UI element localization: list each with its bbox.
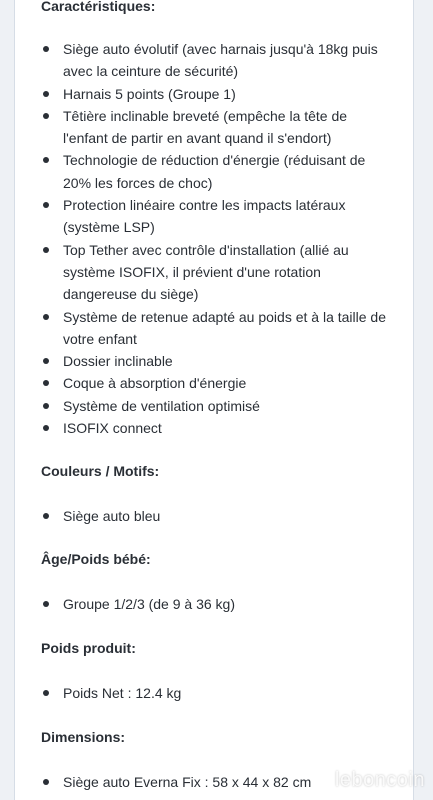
list-item: Top Tether avec contrôle d'installation (allié au système ISOFIX, il prévient d'une rotation dangereuse du siège) <box>15 239 393 306</box>
section-title-age: Âge/Poids bébé: <box>41 551 151 567</box>
bullet-icon <box>43 601 49 607</box>
bullet-icon <box>43 779 49 785</box>
section-title-dimensions: Dimensions: <box>41 729 126 745</box>
list-item: Siège auto Everna Fix : 58 x 44 x 82 cm <box>15 771 393 793</box>
list-item: Siège auto évolutif (avec harnais jusqu'à 18kg puis avec la ceinture de sécurité) <box>15 38 393 83</box>
list-item: Siège auto bleu <box>15 505 393 527</box>
bullet-icon <box>43 202 49 208</box>
caracteristiques-list <box>15 38 393 439</box>
poids-list <box>15 682 393 704</box>
list-item: Dossier inclinable <box>15 350 393 372</box>
list-item: Groupe 1/2/3 (de 9 à 36 kg) <box>15 593 393 615</box>
bullet-icon <box>43 113 49 119</box>
list-item: Système de ventilation optimisé <box>15 395 393 417</box>
bullet-icon <box>43 513 49 519</box>
list-item: ISOFIX connect <box>15 417 393 439</box>
list-item: Têtière inclinable breveté (empêche la tête de l'enfant de partir en avant quand il s'endort) <box>15 105 393 150</box>
bullet-icon <box>43 247 49 253</box>
section-title-caracteristiques: Caractéristiques: <box>41 0 156 14</box>
list-item: Poids Net : 12.4 kg <box>15 682 393 704</box>
bullet-icon <box>43 690 49 696</box>
bullet-icon <box>43 314 49 320</box>
bullet-icon <box>43 46 49 52</box>
bullet-icon <box>43 358 49 364</box>
description-card <box>14 0 414 800</box>
leboncoin-watermark: leboncoin <box>334 769 425 791</box>
list-item: Technologie de réduction d'énergie (réduisant de 20% les forces de choc) <box>15 149 393 194</box>
couleurs-list <box>15 505 393 527</box>
list-item: Système de retenue adapté au poids et à la taille de votre enfant <box>15 306 393 351</box>
list-item: Harnais 5 points (Groupe 1) <box>15 83 393 105</box>
section-title-couleurs: Couleurs / Motifs: <box>41 463 160 479</box>
bullet-icon <box>43 91 49 97</box>
list-item: Protection linéaire contre les impacts latéraux (système LSP) <box>15 194 393 239</box>
bullet-icon <box>43 380 49 386</box>
age-list <box>15 593 393 615</box>
section-title-poids: Poids produit: <box>41 640 136 656</box>
bullet-icon <box>43 403 49 409</box>
bullet-icon <box>43 425 49 431</box>
list-item: Coque à absorption d'énergie <box>15 372 393 394</box>
bullet-icon <box>43 157 49 163</box>
